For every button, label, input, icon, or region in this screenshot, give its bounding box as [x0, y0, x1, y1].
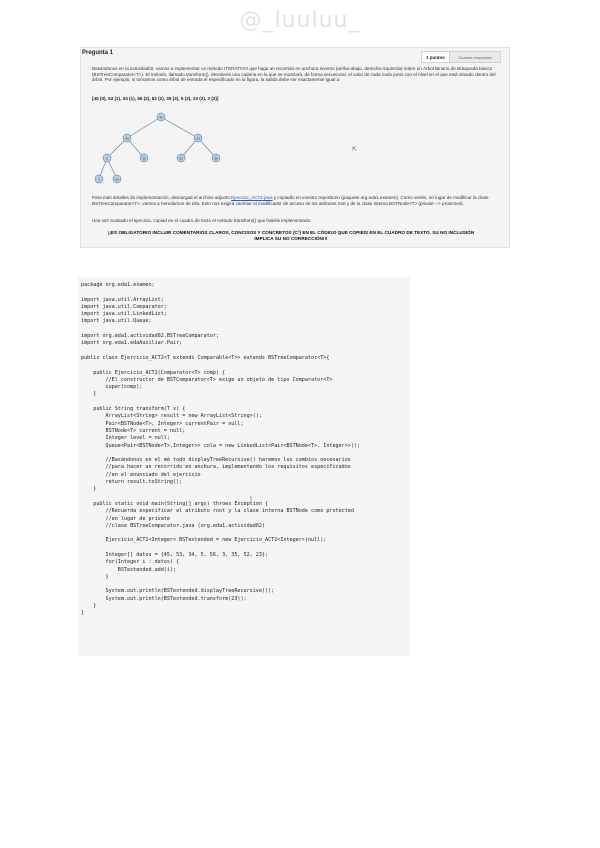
code-line: BSTextended.add(i);	[81, 566, 177, 573]
code-line: //en el enunciado del ejercicio	[81, 471, 201, 478]
svg-text:5: 5	[106, 156, 108, 161]
code-line: import java.util.Comparator;	[81, 303, 167, 310]
code-line: //clase BSTreeComparator.java (org.eda1.actividad02)	[81, 522, 266, 529]
code-line: }	[81, 603, 97, 610]
code-line: for(Integer i : datos) {	[81, 559, 180, 566]
code-line: }	[81, 573, 109, 580]
svg-text:45: 45	[159, 115, 163, 120]
code-line: import java.util.LinkedList;	[81, 311, 167, 318]
code-line	[81, 326, 360, 333]
code-line: public static void main(String[] args) throws Exception {	[81, 500, 269, 507]
code-line: public Ejercicio_ACT2(Comparator<T> comp) {	[81, 369, 226, 376]
svg-text:35: 35	[142, 156, 146, 161]
code-line	[81, 530, 360, 537]
tree-node	[113, 175, 121, 183]
attachment-link[interactable]: Ejercicio_ACT2.java	[231, 195, 273, 200]
svg-text:56: 56	[214, 156, 218, 161]
tree-node	[157, 113, 165, 121]
tree-node	[140, 154, 148, 162]
question-paragraph-1: Basándonos en la actividad02, vamos a implementar un método ITERATIVO que haga un recorrido en anchura inverso (arriba-abajo, derecha-izquierda) sobre un Árbol Binario de Búsqueda básico (BSTreeComparator<T>). El método, llamado transform(), devolverá una cadena en la que se mostrará, de forma secuencial, el valor de cada nodo junto con el nivel en el que está situado dentro del árbol. Por ejemplo, si tomamos como árbol de entrada el especificado en la figura, la salida debe ser exactamente igual a:	[92, 66, 496, 83]
code-line: import java.util.Queue;	[81, 318, 152, 325]
question-paragraph-3: Una vez acabado el ejercicio, copiad en el cuadro de texto el método transform() que habéis implementado.	[92, 218, 312, 223]
question-header-actions	[421, 51, 501, 63]
code-line: public String transform(T v) {	[81, 406, 186, 413]
tree-node	[95, 175, 103, 183]
code-line: }	[81, 610, 85, 617]
tree-node	[177, 154, 185, 162]
svg-text:34: 34	[125, 136, 129, 141]
points-label: 1 puntos	[426, 54, 445, 60]
code-line: Pair<BSTNode<T>, Integer> currentPair = null;	[81, 420, 244, 427]
save-answer-button[interactable]: Guardar respuesta	[449, 52, 500, 62]
code-line: super(comp);	[81, 384, 143, 391]
code-line	[81, 494, 360, 501]
code-line: package org.eda1.examen;	[81, 282, 155, 288]
tree-node	[103, 154, 111, 162]
mandatory-comments-warning: ¡¡ES OBLIGATORIO INCLUIR COMENTARIOS CLAROS, CONCISOS Y CONCRETOS (C³) EN EL CÓDIGO QUE COPIEIS EN EL CUADRO DE TEXTO. SU NO INCLUSIÓN IMPLICA SU NO CORRECCIÓN!!!	[107, 230, 475, 241]
code-line: System.out.println(BSTextended.displayTreeRecursive());	[81, 588, 275, 595]
code-line: import org.eda1.actividad02.BSTreeComparator;	[81, 333, 220, 340]
code-line: Integer level = null;	[81, 435, 170, 442]
watermark: @_luuluu_	[239, 8, 361, 33]
code-line: }	[81, 391, 97, 398]
expected-output: [45 (0), 53 (1), 34 (1), 56 (2), 52 (2), 35 (2), 5 (2), 23 (3), 3 (3)]	[92, 96, 219, 101]
code-line: //en lugar de private	[81, 515, 170, 522]
code-line: Integer[] datos = {45, 53, 34, 5, 56, 3, 35, 52, 23};	[81, 551, 269, 558]
code-editor[interactable]	[78, 277, 410, 656]
bst-figure	[91, 104, 231, 234]
code-line	[81, 545, 360, 552]
svg-text:52: 52	[179, 156, 183, 161]
code-line: //para hacer un recorrido en anchura, implementando los requisitos especificados	[81, 464, 351, 471]
question-paragraph-2: Para más detalles de implementación, descargad el archivo adjunto Ejercicio_ACT2.java y copiadlo en vuestro repositorio (paquete org.eda1.examen). Como veréis, en lugar de modificar la clase BSTreeComparator<T>, vamos a heredarnos de ella. Esto nos exigirá cambiar el modificador de acceso de los atributos root y de la clase interna BSTNode<T> (private --> protected).	[92, 195, 489, 206]
code-line: public class Ejercicio_ACT2<T extends Comparable<T>> extends BSTreeComparator<T>{	[81, 354, 330, 361]
code-line: import java.util.ArrayList;	[81, 296, 164, 303]
code-line: BSTNode<T> current = null;	[81, 427, 186, 434]
code-line: //Basándonos en el mé todo displayTreeRecursive() haremos los cambios necesarios	[81, 457, 351, 464]
code-line: //El constructor de BSTComparator<T> exige un objeto de tipo Comparator<T>	[81, 376, 333, 383]
tree-node	[194, 134, 202, 142]
code-line	[81, 399, 360, 406]
code-text	[81, 282, 360, 618]
code-line: return result.toString();	[81, 479, 183, 486]
svg-text:23: 23	[115, 177, 119, 182]
svg-text:53: 53	[196, 136, 200, 141]
svg-text:3: 3	[98, 177, 100, 182]
tree-node	[123, 134, 131, 142]
code-line: Ejercicio_ACT2<Integer> BSTextended = new Ejercicio_ACT2<Integer>(null);	[81, 537, 327, 544]
code-line: //Recuerda especificar el atributo root y la clase interna BSTNode como protected	[81, 508, 354, 515]
question-panel	[80, 47, 510, 248]
mouse-cursor-icon: ⇱	[352, 147, 358, 153]
text-cursor-icon: I	[250, 496, 252, 503]
code-line	[81, 581, 360, 588]
code-line	[81, 362, 360, 369]
code-line	[81, 289, 360, 296]
tree-node	[212, 154, 220, 162]
code-line: ArrayList<String> result = new ArrayList<String>();	[81, 413, 262, 420]
code-line: Queue<Pair<BSTNode<T>,Integer>> cola = new LinkedList<Pair<BSTNode<T>, Integer>>();	[81, 442, 361, 449]
question-title: Pregunta 1	[82, 50, 114, 56]
code-line: System.out.println(BSTextended.transform(23));	[81, 595, 247, 602]
code-line: }	[81, 486, 97, 493]
code-line	[81, 348, 360, 355]
code-line: import org.eda1.edaAuxiliar.Pair;	[81, 340, 183, 347]
